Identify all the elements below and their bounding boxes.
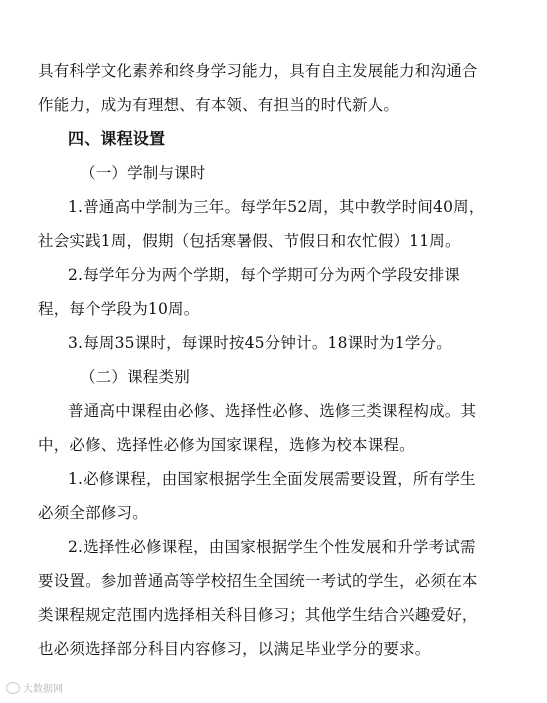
subsection-heading: （二）课程类别 — [80, 368, 190, 386]
body-line: 3.每周35课时，每课时按45分钟计。18课时为1学分。 — [68, 334, 452, 352]
body-line: 作能力，成为有理想、有本领、有担当的时代新人。 — [38, 96, 400, 114]
watermark — [6, 680, 63, 695]
body-line: 社会实践1周，假期（包括寒暑假、节假日和农忙假）11周。 — [38, 232, 461, 250]
body-line: 中，必修、选择性必修为国家课程，选修为校本课程。 — [38, 436, 415, 454]
subsection-heading: （一）学制与课时 — [80, 164, 206, 182]
body-line: 程，每个学段为10周。 — [38, 300, 200, 318]
section-heading: 四、课程设置 — [68, 129, 166, 148]
body-line: 必须全部修习。 — [38, 504, 148, 522]
body-line: 类课程规定范围内选择相关科目修习；其他学生结合兴趣爱好， — [38, 606, 478, 624]
body-line: 也必须选择部分科目内容修习，以满足毕业学分的要求。 — [38, 640, 431, 658]
body-line: 1.普通高中学制为三年。每学年52周，其中教学时间40周， — [68, 198, 485, 216]
watermark-text: 大数据网 — [23, 684, 63, 695]
document-body — [38, 54, 518, 666]
body-line: 2.每学年分为两个学期，每个学期可分为两个学段安排课 — [68, 266, 460, 284]
body-line: 2.选择性必修课程，由国家根据学生个性发展和升学考试需 — [68, 538, 476, 556]
body-line: 要设置。参加普通高等学校招生全国统一考试的学生，必须在本 — [38, 572, 478, 590]
watermark-logo-icon — [6, 682, 20, 694]
body-line: 1.必修课程，由国家根据学生全面发展需要设置，所有学生 — [68, 470, 476, 488]
body-line: 具有科学文化素养和终身学习能力，具有自主发展能力和沟通合 — [38, 62, 478, 80]
body-line: 普通高中课程由必修、选择性必修、选修三类课程构成。其 — [68, 402, 477, 420]
